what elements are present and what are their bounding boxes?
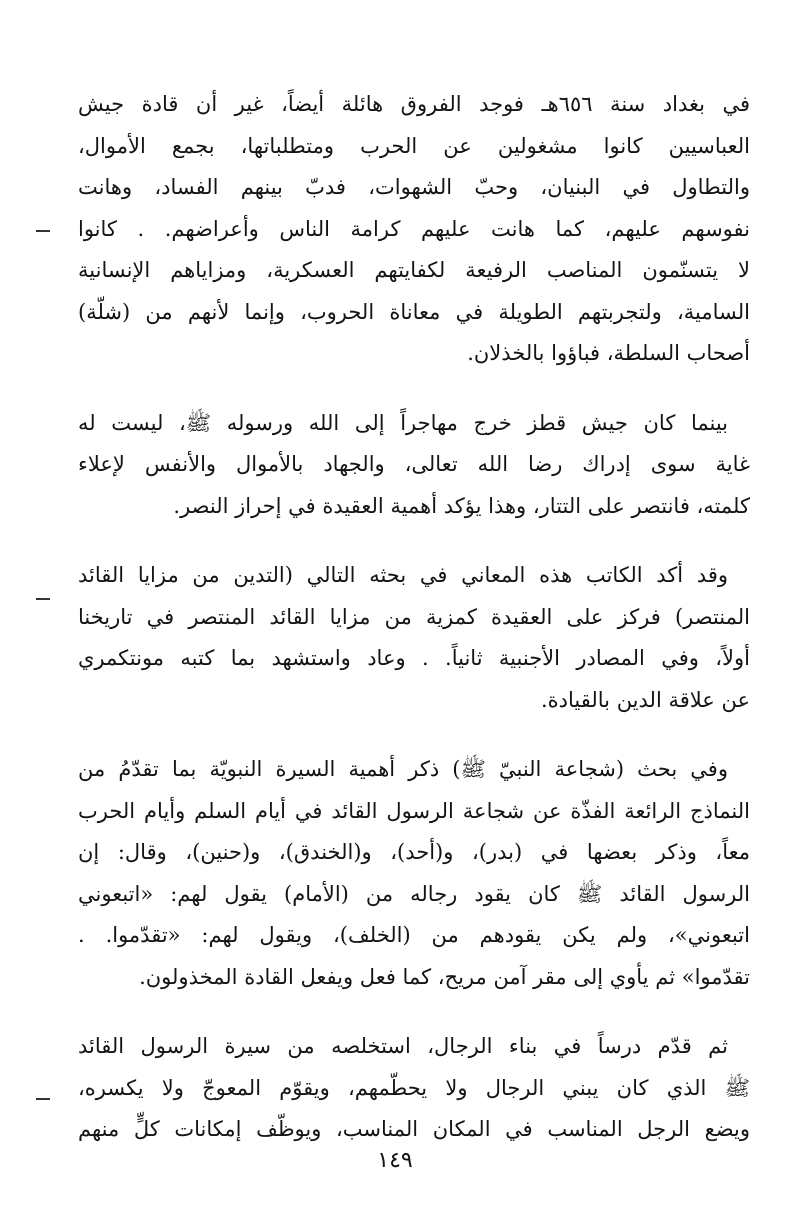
text-line: غاية سوى إدراك رضا الله تعالى، والجهاد بالأموال والأنفس لإعلاء <box>78 452 750 476</box>
text-line: النماذج الرائعة الفذّة عن شجاعة الرسول القائد في أيام السلم وأيام الحرب <box>78 798 750 823</box>
margin-mark <box>36 230 50 232</box>
text-line: بينما كان جيش قطز خرج مهاجراً إلى الله ورسوله ﷺ، ليست له <box>78 410 728 435</box>
text-line: لا يتسنّمون المناصب الرفيعة لكفايتهم العسكرية، ومزاياهم الإنسانية <box>78 258 750 282</box>
text-line: أولاً، وفي المصادر الأجنبية ثانياً. . وعاد واستشهد بما كتبه مونتكمري <box>78 646 750 670</box>
margin-mark <box>36 1098 50 1100</box>
text-line: نفوسهم عليهم، كما هانت عليهم كرامة الناس وأعراضهم. . كانوا <box>78 216 750 241</box>
text-line: المنتصر) فركز على العقيدة كمزية من مزايا القائد المنتصر في تاريخنا <box>78 604 750 629</box>
paragraph <box>78 1026 750 1151</box>
text-line: وقد أكد الكاتب هذه المعاني في بحثه التالي (التدين من مزايا القائد <box>78 563 728 587</box>
text-line: كلمته، فانتصر على التتار، وهذا يؤكد أهمية العقيدة في إحراز النصر. <box>173 493 750 518</box>
text-line: أصحاب السلطة، فباؤوا بالخذلان. <box>467 341 750 365</box>
text-line: الرسول القائد ﷺ كان يقود رجاله من (الأمام) يقول لهم: «اتبعوني <box>78 881 750 906</box>
page-number: ١٤٩ <box>377 1148 413 1173</box>
text-line: العباسيين كانوا مشغولين عن الحرب ومتطلباتها، بجمع الأموال، <box>78 133 750 158</box>
text-line: معاً، وذكر بعضها في (بدر)، و(أحد)، و(الخندق)، و(حنين)، وقال: إن <box>78 840 750 864</box>
paragraph <box>78 555 750 721</box>
text-line: ثم قدّم درساً في بناء الرجال، استخلصه من سيرة الرسول القائد <box>78 1034 728 1058</box>
text-line: في بغداد سنة ٦٥٦هـ فوجد الفروق هائلة أيضاً، غير أن قادة جيش <box>78 92 750 116</box>
paragraph <box>78 749 750 998</box>
text-line: عن علاقة الدين بالقيادة. <box>540 687 750 712</box>
page-body <box>78 84 750 1179</box>
text-line: السامية، ولتجربتهم الطويلة في معاناة الحروب، وإنما لأنهم من (شلّة) <box>78 299 750 324</box>
margin-mark <box>36 598 50 600</box>
text-line: وفي بحث (شجاعة النبيّ ﷺ) ذكر أهمية السيرة النبويّة بما تقدّمُ من <box>78 757 728 781</box>
text-line: والتطاول في البنيان، وحبّ الشهوات، فدبّ بينهم الفساد، وهانت <box>78 175 750 199</box>
text-line: ويضع الرجل المناسب في المكان المناسب، ويوظّف إمكانات كلٍّ منهم <box>78 1117 750 1141</box>
text-line: تقدّموا» ثم يأوي إلى مقر آمن مريح، كما فعل ويفعل القادة المخذولون. <box>139 964 750 989</box>
text-line: اتبعوني»، ولم يكن يقودهم من (الخلف)، ويقول لهم: «تقدّموا. . <box>78 923 750 947</box>
paragraph <box>78 403 750 528</box>
text-line: ﷺ الذي كان يبني الرجال ولا يحطّمهم، ويقوّم المعوجّ ولا يكسره، <box>78 1075 750 1100</box>
paragraph <box>78 84 750 375</box>
